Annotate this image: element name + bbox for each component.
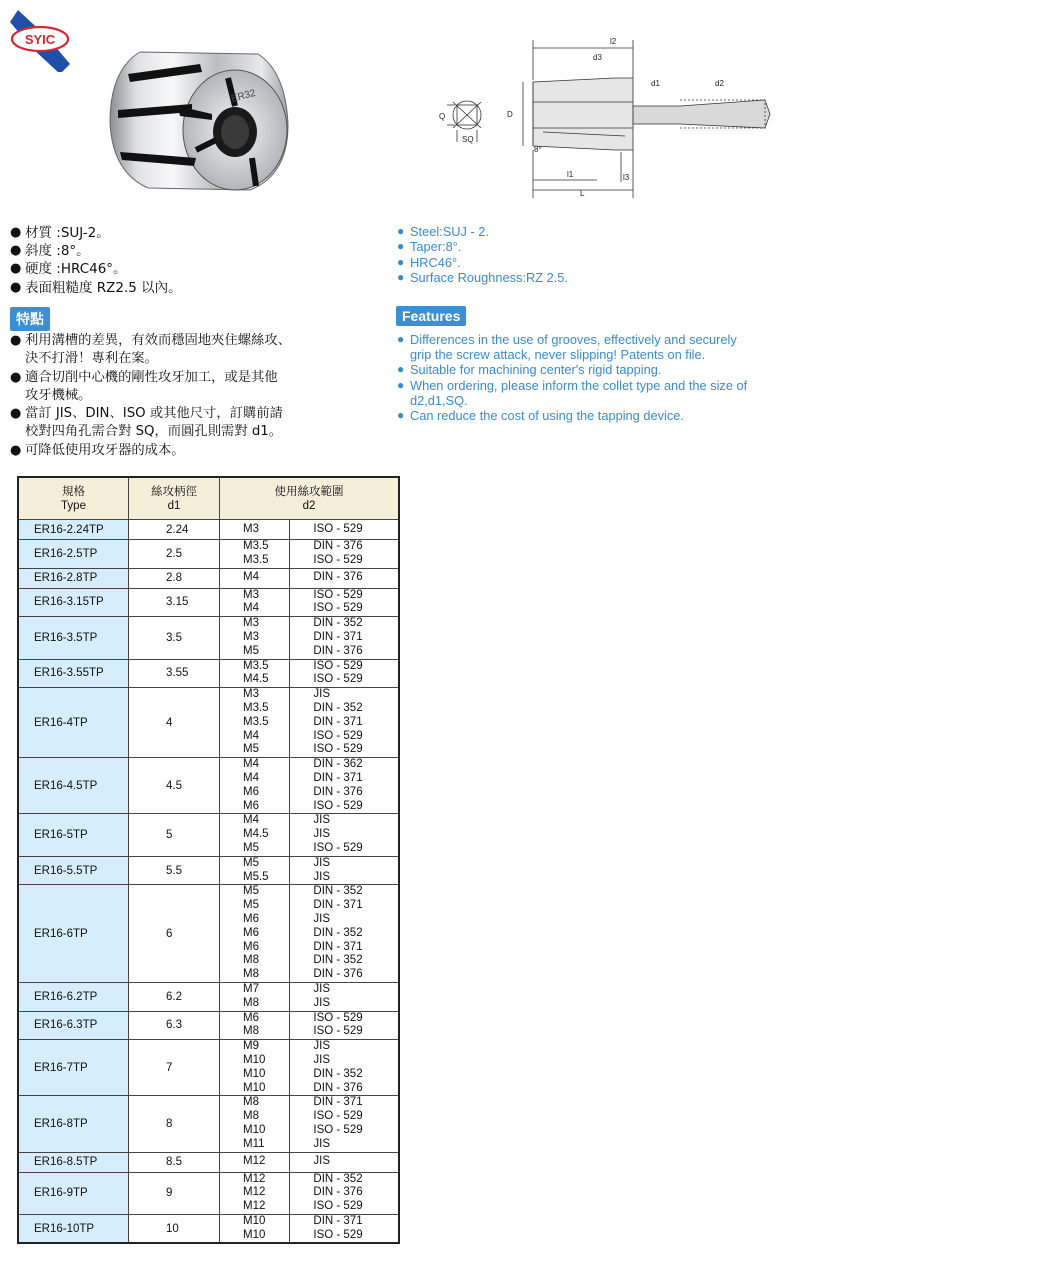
tap-size: M5.5: [243, 870, 269, 883]
tap-standard: ISO - 529: [313, 1025, 363, 1038]
tap-size: M5: [243, 856, 259, 869]
tap-standard: DIN - 376: [313, 1081, 363, 1094]
tap-standard: ISO - 529: [313, 673, 363, 686]
tap-size: M4: [243, 571, 259, 584]
svg-text:SQ: SQ: [462, 135, 474, 144]
tap-size: M5: [243, 885, 259, 898]
tap-size: M3.5: [243, 715, 269, 728]
tap-standard: DIN - 376: [313, 1186, 363, 1199]
cell-tap-standards: [290, 885, 399, 983]
table-row: [18, 856, 399, 885]
tap-standard: JIS: [313, 828, 331, 841]
cell-type: ER16-6.3TP: [18, 1011, 129, 1040]
tap-standard: DIN - 376: [313, 540, 363, 552]
cell-tap-sizes: [220, 814, 290, 856]
tap-size: M5: [243, 841, 259, 854]
cell-tap-sizes: [220, 659, 290, 688]
tap-standard: DIN - 376: [313, 785, 363, 798]
tap-size: M3.5: [243, 540, 269, 552]
cell-d1: 10: [129, 1214, 220, 1243]
tap-size: M6: [243, 912, 259, 925]
tap-standard: ISO - 529: [313, 659, 363, 672]
header-type-en: Type: [61, 499, 86, 512]
spec-en-item: ● Steel:SUJ - 2.: [397, 224, 489, 239]
cell-tap-sizes: [220, 758, 290, 814]
feature-en-line: grip the screw attack, never slipping! Patents on file.: [410, 347, 706, 363]
tap-size: M3: [243, 688, 259, 701]
tap-standard: DIN - 371: [313, 630, 363, 643]
tap-standard: DIN - 371: [313, 899, 363, 912]
cell-type: ER16-4.5TP: [18, 758, 129, 814]
svg-text:l2: l2: [610, 37, 617, 46]
table-header-row: [18, 477, 399, 520]
tap-size: M3: [243, 588, 259, 601]
cell-type: ER16-2.5TP: [18, 540, 129, 569]
tap-size: M6: [243, 1011, 259, 1024]
features-en-title: Features: [396, 306, 466, 326]
header-d2-en: d2: [302, 499, 316, 512]
table-row: [18, 520, 399, 540]
cell-tap-sizes: [220, 688, 290, 758]
tap-standard: DIN - 376: [313, 968, 363, 981]
tap-size: M6: [243, 799, 259, 812]
tap-standard: DIN - 352: [313, 1172, 363, 1185]
features-en-list: [397, 332, 747, 423]
tap-size: M8: [243, 1096, 259, 1109]
tap-size: M4: [243, 771, 259, 784]
tap-size: M3.5: [243, 701, 269, 714]
tap-size: M8: [243, 996, 259, 1009]
spec-en-text: HRC46°.: [410, 254, 461, 270]
tap-standard: DIN - 371: [313, 715, 363, 728]
cell-type: ER16-2.8TP: [18, 568, 129, 588]
tap-size: M3: [243, 617, 259, 630]
cell-type: ER16-9TP: [18, 1172, 129, 1214]
spec-en-item: ● HRC46°.: [397, 254, 461, 270]
cell-type: ER16-6.2TP: [18, 982, 129, 1011]
cell-tap-sizes: [220, 1040, 290, 1096]
tap-standard: JIS: [313, 1040, 331, 1053]
spec-zh-item: ● 表面粗糙度 RZ2.5 以內。: [10, 279, 182, 296]
cell-type: ER16-2.24TP: [18, 520, 129, 540]
feature-zh-item: ● 利用溝槽的差異，有效而穩固地夾住螺絲攻、 決不打滑！專利在案。: [10, 332, 291, 369]
cell-tap-sizes: [220, 568, 290, 588]
cell-d1: 3.15: [129, 588, 220, 617]
collet-engraving: ER32: [229, 87, 257, 105]
cell-d1: 2.8: [129, 568, 220, 588]
tap-size: M4: [243, 758, 259, 771]
cell-type: ER16-6TP: [18, 885, 129, 983]
tap-standard: DIN - 352: [313, 926, 363, 939]
cell-tap-sizes: [220, 885, 290, 983]
feature-en-line: Differences in the use of grooves, effectively and securely: [410, 332, 737, 347]
tap-standard: ISO - 529: [313, 588, 363, 601]
cell-d1: 5.5: [129, 856, 220, 885]
cell-d1: 2.5: [129, 540, 220, 569]
tap-size: M12: [243, 1200, 266, 1213]
cell-tap-standards: [290, 982, 399, 1011]
tap-size: M5: [243, 743, 259, 756]
syic-logo: [8, 8, 72, 72]
cell-type: ER16-10TP: [18, 1214, 129, 1243]
tap-size: M8: [243, 954, 259, 967]
table-row: [18, 540, 399, 569]
tap-standard: ISO - 529: [313, 799, 363, 812]
specs-en-list: [397, 224, 568, 285]
specs-zh-list: [10, 224, 182, 297]
header-d1-en: d1: [167, 499, 181, 512]
tap-standard: DIN - 371: [313, 1096, 363, 1109]
table-row: [18, 885, 399, 983]
svg-text:8°: 8°: [534, 145, 542, 154]
tap-standard: ISO - 529: [313, 1123, 363, 1136]
tap-standard: ISO - 529: [313, 729, 363, 742]
tap-standard: JIS: [313, 856, 331, 869]
cell-type: ER16-8TP: [18, 1096, 129, 1152]
svg-text:d2: d2: [715, 79, 724, 88]
feature-en-item: ● Can reduce the cost of using the tapping device.: [397, 408, 684, 424]
tap-standard: DIN - 371: [313, 771, 363, 784]
cell-d1: 4.5: [129, 758, 220, 814]
tap-size: M10: [243, 1053, 266, 1066]
cell-tap-standards: [290, 588, 399, 617]
header-type: [18, 477, 129, 520]
table-row: [18, 659, 399, 688]
cell-tap-sizes: [220, 1152, 290, 1172]
tap-size: M3: [243, 522, 259, 535]
cell-d1: 9: [129, 1172, 220, 1214]
tap-size: M10: [243, 1067, 266, 1080]
cell-tap-standards: [290, 1040, 399, 1096]
tap-standard: DIN - 376: [313, 644, 363, 657]
tap-standard: JIS: [313, 814, 331, 827]
spec-zh-item: ● 硬度 :HRC46°。: [10, 261, 127, 278]
feature-zh-line: 可降低使用攻牙器的成本。: [25, 442, 185, 458]
table-row: [18, 1040, 399, 1096]
feature-zh-line: 當訂 JIS、DIN、ISO 或其他尺寸，訂購前請: [25, 406, 283, 422]
cell-type: ER16-4TP: [18, 688, 129, 758]
svg-text:l3: l3: [623, 173, 630, 182]
cell-tap-sizes: [220, 1214, 290, 1243]
cell-type: ER16-7TP: [18, 1040, 129, 1096]
tap-size: M9: [243, 1040, 259, 1053]
features-zh-list: [10, 332, 291, 460]
cell-tap-sizes: [220, 856, 290, 885]
feature-en-line: Can reduce the cost of using the tapping device.: [410, 408, 684, 424]
cell-tap-sizes: [220, 1172, 290, 1214]
tap-standard: DIN - 371: [313, 940, 363, 953]
tap-size: M4: [243, 602, 259, 615]
spec-en-text: Taper:8°.: [410, 239, 462, 255]
spec-en-text: Surface Roughness:RZ 2.5.: [410, 269, 568, 285]
cell-tap-standards: [290, 758, 399, 814]
cell-d1: 2.24: [129, 520, 220, 540]
svg-text:Q: Q: [439, 112, 446, 121]
tap-standard: JIS: [313, 1155, 331, 1168]
feature-en-line: d2,d1,SQ.: [410, 392, 468, 408]
svg-text:L: L: [580, 189, 585, 198]
spec-zh-item: ● 材質 :SUJ-2。: [10, 225, 110, 241]
svg-text:d1: d1: [651, 79, 660, 88]
tap-standard: ISO - 529: [313, 1228, 363, 1241]
tap-size: M6: [243, 785, 259, 798]
tap-size: M8: [243, 968, 259, 981]
tap-standard: ISO - 529: [313, 743, 363, 756]
svg-text:l1: l1: [567, 170, 574, 179]
tap-standard: ISO - 529: [313, 841, 363, 854]
feature-en-item: ● Differences in the use of grooves, effectively and securely grip the screw attack, never slipping! Patents on file.: [397, 332, 737, 363]
tap-standard: DIN - 352: [313, 1067, 363, 1080]
collet-technical-drawing: [425, 30, 785, 200]
tap-standard: DIN - 352: [313, 885, 363, 898]
cell-tap-sizes: [220, 1096, 290, 1152]
tap-size: M8: [243, 1110, 259, 1123]
header-d1-zh: 絲攻柄徑: [151, 485, 197, 498]
feature-zh-item: ● 適合切削中心機的剛性攻牙加工，或是其他 攻牙機械。: [10, 369, 291, 406]
cell-d1: 6: [129, 885, 220, 983]
cell-tap-sizes: [220, 982, 290, 1011]
tap-size: M10: [243, 1123, 266, 1136]
tap-standard: DIN - 352: [313, 954, 363, 967]
spec-zh-text: 表面粗糙度 RZ2.5 以內。: [25, 279, 182, 296]
feature-zh-line: 決不打滑！專利在案。: [25, 351, 158, 367]
tap-standard: ISO - 529: [313, 1011, 363, 1024]
cell-tap-standards: [290, 814, 399, 856]
feature-en-item: ● Suitable for machining center's rigid tapping.: [397, 362, 662, 378]
header-d1: [129, 477, 220, 520]
table-row: [18, 982, 399, 1011]
cell-tap-standards: [290, 688, 399, 758]
cell-d1: 8.5: [129, 1152, 220, 1172]
tap-size: M4.5: [243, 673, 269, 686]
cell-tap-standards: [290, 1214, 399, 1243]
header-d2: [220, 477, 400, 520]
cell-tap-sizes: [220, 588, 290, 617]
cell-tap-standards: [290, 856, 399, 885]
cell-tap-sizes: [220, 520, 290, 540]
svg-text:d3: d3: [593, 53, 602, 62]
spec-en-item: ● Taper:8°.: [397, 239, 462, 255]
cell-type: ER16-3.15TP: [18, 588, 129, 617]
table-row: [18, 688, 399, 758]
cell-tap-standards: [290, 617, 399, 659]
collet-photo: [100, 40, 295, 195]
logo-text: SYIC: [24, 32, 56, 47]
tap-standard: DIN - 376: [313, 571, 363, 584]
cell-type: ER16-8.5TP: [18, 1152, 129, 1172]
feature-zh-line: 利用溝槽的差異，有效而穩固地夾住螺絲攻、: [25, 333, 291, 348]
tap-size: M6: [243, 926, 259, 939]
spec-en-text: Steel:SUJ - 2.: [410, 224, 489, 239]
tap-size: M5: [243, 899, 259, 912]
feature-en-item: ● When ordering, please inform the collet type and the size of d2,d1,SQ.: [397, 377, 748, 408]
cell-tap-standards: [290, 568, 399, 588]
feature-en-line: Suitable for machining center's rigid tapping.: [410, 362, 662, 378]
cell-type: ER16-3.5TP: [18, 617, 129, 659]
tap-standard: JIS: [313, 688, 331, 701]
table-row: [18, 1214, 399, 1243]
features-zh-title: 特點: [10, 307, 50, 331]
tap-size: M12: [243, 1186, 266, 1199]
feature-zh-item: ● 可降低使用攻牙器的成本。: [10, 442, 291, 460]
tap-standard: JIS: [313, 1137, 331, 1150]
cell-tap-sizes: [220, 540, 290, 569]
tap-standard: JIS: [313, 982, 331, 995]
feature-en-line: When ordering, please inform the collet type and the size of: [410, 377, 748, 393]
cell-type: ER16-5.5TP: [18, 856, 129, 885]
spec-zh-item: ● 斜度 :8°。: [10, 243, 90, 260]
tap-size: M12: [243, 1155, 266, 1168]
table-row: [18, 1096, 399, 1152]
cell-d1: 4: [129, 688, 220, 758]
feature-zh-line: 攻牙機械。: [25, 387, 92, 403]
header-d2-zh: 使用絲攻範圍: [274, 485, 344, 498]
feature-zh-line: 校對四角孔需合對 SQ，而圓孔則需對 d1。: [25, 424, 283, 440]
tap-standard: DIN - 371: [313, 1214, 363, 1227]
table-row: [18, 568, 399, 588]
tap-size: M7: [243, 982, 259, 995]
spec-en-item: ● Surface Roughness:RZ 2.5.: [397, 269, 568, 285]
tap-size: M10: [243, 1228, 266, 1241]
cell-d1: 6.2: [129, 982, 220, 1011]
cell-tap-sizes: [220, 1011, 290, 1040]
table-body: [18, 520, 399, 1244]
tap-standard: ISO - 529: [313, 1200, 363, 1213]
cell-tap-standards: [290, 1152, 399, 1172]
cell-tap-standards: [290, 540, 399, 569]
collet-spec-table: [17, 476, 400, 1244]
tap-size: M10: [243, 1214, 266, 1227]
table-row: [18, 617, 399, 659]
tap-standard: ISO - 529: [313, 522, 363, 535]
tap-standard: ISO - 529: [313, 553, 363, 566]
spec-zh-text: 斜度 :8°。: [25, 243, 90, 260]
cell-d1: 8: [129, 1096, 220, 1152]
tap-standard: DIN - 352: [313, 617, 363, 630]
tap-size: M3.5: [243, 553, 269, 566]
spec-zh-text: 硬度 :HRC46°。: [25, 261, 127, 278]
tap-standard: JIS: [313, 912, 331, 925]
cell-d1: 3.5: [129, 617, 220, 659]
tap-standard: JIS: [313, 870, 331, 883]
tap-size: M10: [243, 1081, 266, 1094]
tap-size: M6: [243, 940, 259, 953]
table-row: [18, 1152, 399, 1172]
tap-standard: ISO - 529: [313, 1110, 363, 1123]
tap-size: M4: [243, 729, 259, 742]
tap-size: M5: [243, 644, 259, 657]
table-row: [18, 1172, 399, 1214]
cell-tap-standards: [290, 1011, 399, 1040]
cell-d1: 3.55: [129, 659, 220, 688]
tap-size: M3: [243, 630, 259, 643]
cell-tap-standards: [290, 1172, 399, 1214]
svg-text:D: D: [507, 110, 513, 119]
tap-standard: DIN - 362: [313, 758, 363, 771]
cell-type: ER16-3.55TP: [18, 659, 129, 688]
feature-zh-item: ● 當訂 JIS、DIN、ISO 或其他尺寸，訂購前請 校對四角孔需合對 SQ，而圓孔則需對 d1。: [10, 405, 291, 442]
tap-standard: ISO - 529: [313, 602, 363, 615]
cell-d1: 6.3: [129, 1011, 220, 1040]
tap-size: M11: [243, 1137, 265, 1150]
table-row: [18, 1011, 399, 1040]
tap-size: M12: [243, 1172, 266, 1185]
feature-zh-line: 適合切削中心機的剛性攻牙加工，或是其他: [25, 369, 278, 385]
cell-d1: 7: [129, 1040, 220, 1096]
tap-size: M4.5: [243, 828, 269, 841]
cell-d1: 5: [129, 814, 220, 856]
tap-size: M4: [243, 814, 259, 827]
cell-tap-standards: [290, 659, 399, 688]
tap-standard: JIS: [313, 1053, 331, 1066]
tap-size: M8: [243, 1025, 259, 1038]
tap-standard: DIN - 352: [313, 701, 363, 714]
spec-zh-text: 材質 :SUJ-2。: [25, 225, 110, 241]
tap-size: M3.5: [243, 659, 269, 672]
cell-type: ER16-5TP: [18, 814, 129, 856]
table-row: [18, 814, 399, 856]
tap-standard: JIS: [313, 996, 331, 1009]
header-type-zh: 規格: [62, 485, 85, 498]
cell-tap-standards: [290, 520, 399, 540]
table-row: [18, 588, 399, 617]
cell-tap-sizes: [220, 617, 290, 659]
table-row: [18, 758, 399, 814]
cell-tap-standards: [290, 1096, 399, 1152]
